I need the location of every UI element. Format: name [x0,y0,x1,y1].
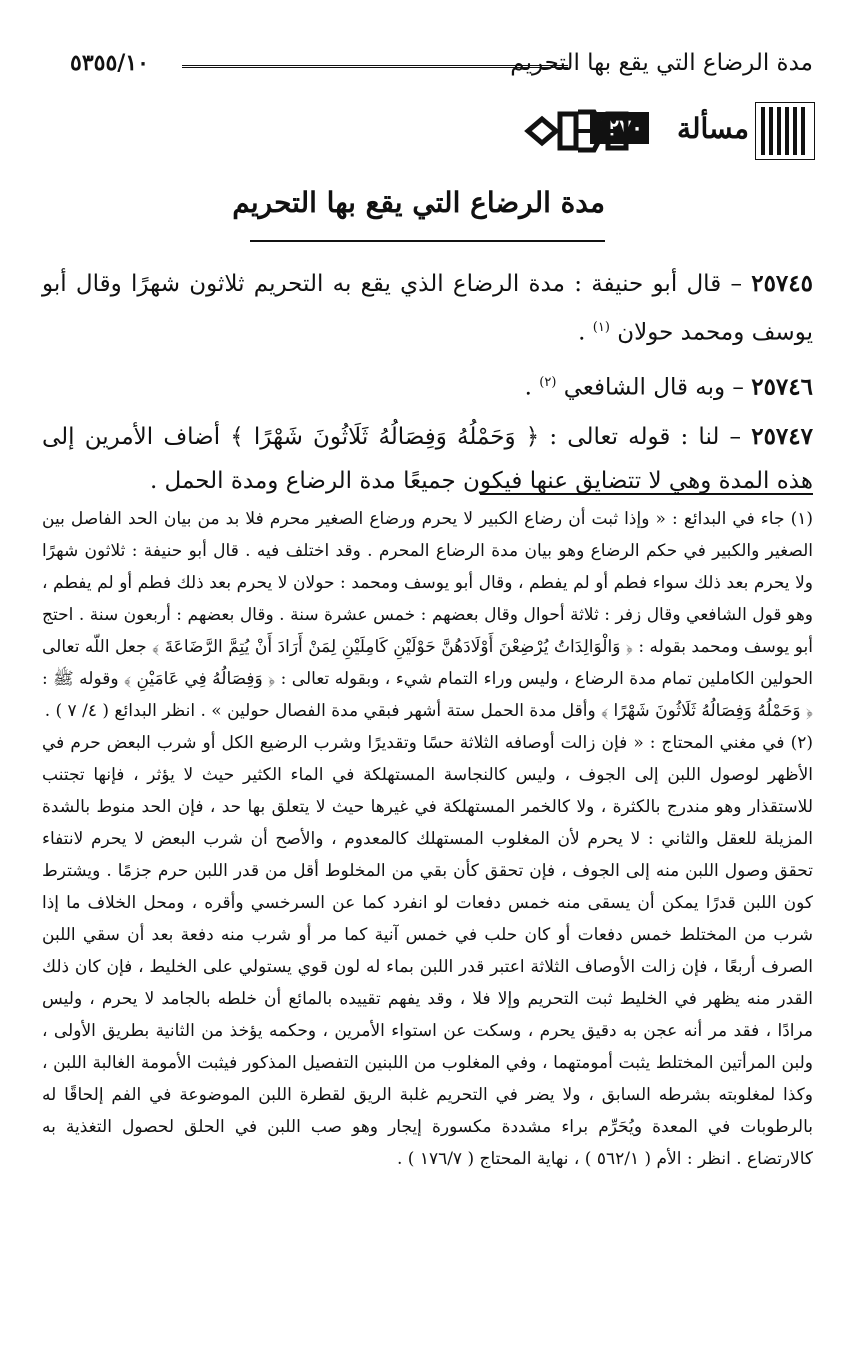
paragraph-text: – لنا : قوله تعالى : ﴿ وَحَمْلُهُ وَفِصَالُهُ ثَلَاثُونَ شَهْرًا ﴾ أضاف الأمرين إلى هذه المدة وهي لا تتضايق عنها فيكون جميعًا مدة الرضاع ومدة الحمل . [42,424,813,495]
page-code: ٥٣٥٥/١٠ [70,50,149,76]
paragraph-end: . [578,319,593,346]
paragraph [42,262,813,355]
running-title: مدة الرضاع التي يقع بها التحريم [510,50,813,76]
section-title: مدة الرضاع التي يقع بها التحريم [232,186,605,219]
footnote-ref[interactable]: (١) [592,320,610,335]
main-text [42,262,813,509]
title-underline [250,240,605,242]
paragraph-end: . [524,374,540,401]
footnote-ref[interactable]: (٢) [539,374,557,390]
footnotes [42,503,813,1175]
paragraph-number: ٢٥٧٤٥ [751,270,813,297]
header-divider [182,65,568,68]
footnote-divider [480,493,813,495]
striped-bars-icon [755,102,815,160]
ornament-icon [520,102,640,160]
issue-label: مسألة [676,112,749,145]
issue-banner [520,100,815,162]
paragraph-text: – وبه قال الشافعي [563,374,752,401]
footnote-1: (١) جاء في البدائع : « وإذا ثبت أن رضاع الكبير لا يحرم ورضاع الصغير محرم فلا بد من بيان الحد الفاصل بين الصغير والكبير في حكم الرضاع وهو بيان مدة الرضاع المحرم . وقد اختلف فيه . قال أبو حنيفة : ثلاثون شهرًا ولا يحرم بعد ذلك سواء فطم أو لم يفطم ، وقال أبو يوسف ومحمد : حولان لا يحرم بعد ذلك فطم أو لم يفطم ، وهو قول الشافعي وقال زفر : ثلاثة أحوال وقال بعضهم : خمس عشرة سنة . وقال بعضهم : أربعون سنة . احتج أبو يوسف ومحمد بقوله : ﴿ وَالْوَالِدَاتُ يُرْضِعْنَ أَوْلَادَهُنَّ حَوْلَيْنِ كَامِلَيْنِ لِمَنْ أَرَادَ أَنْ يُتِمَّ الرَّضَاعَةَ ﴾ جعل اللّه تعالى الحولين الكاملين تمام مدة الرضاع ، وليس وراء التمام شيء ، وبقوله تعالى : ﴿ وَفِصَالُهُ فِي عَامَيْنِ ﴾ وقوله ﷺ : ﴿ وَحَمْلُهُ وَفِصَالُهُ ثَلَاثُونَ شَهْرًا ﴾ وأقل مدة الحمل ستة أشهر فبقي مدة الفصال حولين » . انظر البدائع ( ٤/ ٧ ) . [42,509,813,721]
paragraph-number: ٢٥٧٤٧ [751,423,813,451]
paragraph [42,361,813,410]
issue-number: ١٢٧٠ [590,112,649,144]
footnote-2: (٢) في مغني المحتاج : « فإن زالت أوصافه الثلاثة حسًا وتقديرًا وشرب الرضيع الكل أو شرب البعض حرم في الأظهر لوصول اللبن إلى الجوف ، وليس كالنجاسة المستهلكة في الماء الكثير حيث لا يؤثر ، فإنها تجتنب للاستقذار وهو مندرج بالكثرة ، ولا كالخمر المستهلكة في غيرها حيث لا يتعلق بها حد ، فإن الحد منوط بالشدة المزيلة للعقل والثاني : لا يحرم لأن المغلوب المستهلك كالمعدوم ، والأصح أن شرب البعض لا يحرم لانتفاء تحقق وصول اللبن منه إلى الجوف ، فإن تحقق كأن بقي من المخلوط أقل من قدر اللبن حرم جزمًا . ويشترط كون اللبن قدرًا يمكن أن يسقى منه خمس دفعات لو انفرد كما عن السرخسي وأقره ، ومحل الخلاف ما إذا شرب من المختلط خمس دفعات أو كان حلب في خمس آنية كما مر أو شرب منه دفعة بعد أن سقي اللبن الصرف أربعًا ، فإن زالت الأوصاف الثلاثة اعتبر قدر اللبن بماء له لون قوي يستولي على الخليط ، فإن كان ذلك القدر منه يظهر في الخليط ثبت التحريم وإلا فلا ، وقد يفهم تقييده بالمائع أن خلطه بالجامد لا يحرم ، وليس مرادًا ، فقد مر أنه عجن به دقيق يحرم ، وسكت عن استواء الأمرين ، وحكمه يؤخذ من الثانية بطريق الأولى ، ولبن المرأتين المختلط يثبت أمومتهما ، وفي المغلوب من اللبنين التفصيل المذكور فيثبت الأمومة الغالبة اللبن ، وكذا لمغلوبته بشرطه السابق ، ولا يضر في التحريم غلبة الريق لقطرة اللبن الموضوعة في الفم إلحاقًا له بالرطوبات في المعدة ويُحَرِّم براء مشددة مكسورة إيجار وهو صب اللبن في الحلق لحصول التغذية به كالارتضاع . انظر : الأم ( ٥٦٢/١ ) ، نهاية المحتاج ( ١٧٦/٧ ) . [42,733,813,1169]
paragraph [42,415,813,503]
paragraph-number: ٢٥٧٤٦ [751,373,813,401]
paragraph-text: – قال أبو حنيفة : مدة الرضاع الذي يقع به التحريم ثلاثون شهرًا وقال أبو يوسف ومحمد حولان [42,271,813,346]
running-header [70,44,813,84]
